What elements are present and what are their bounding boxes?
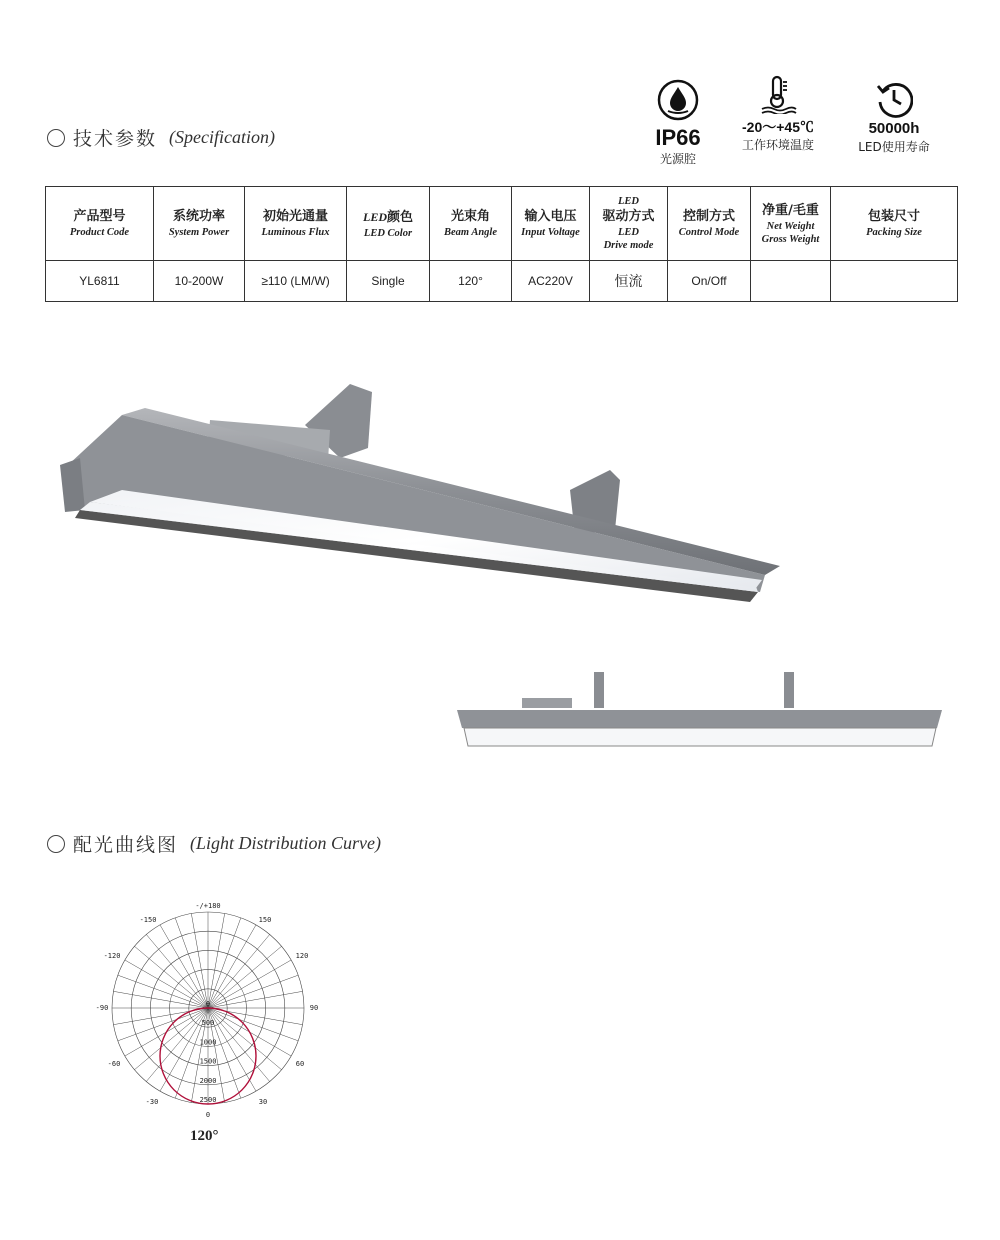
life-badge [846, 80, 942, 155]
header-weight: 净重/毛重 Net Weight Gross Weight [751, 187, 831, 261]
temp-range: -20～+45℃ [742, 119, 814, 135]
spec-title-en: (Specification) [169, 127, 275, 147]
angle-label-m30: -30 [145, 1098, 159, 1106]
angle-label-m90: -90 [95, 1004, 109, 1012]
header-system-power: 系统功率 System Power [154, 187, 245, 261]
cell-beam-angle: 120° [430, 261, 512, 302]
curve-section-title [47, 830, 381, 857]
radial-label: 2500 [199, 1096, 217, 1104]
table-header-row [46, 187, 958, 261]
cell-packing-size [831, 261, 958, 302]
water-drop-icon [656, 78, 700, 122]
angle-label-p120: 120 [295, 952, 309, 960]
radial-label: 0 [205, 1000, 211, 1008]
header-drive-mode: LED 驱动方式 LED Drive mode [590, 187, 668, 261]
cell-drive-mode: 恒流 [590, 261, 668, 302]
thermometer-icon [758, 74, 798, 114]
angle-label-p90: 90 [309, 1004, 319, 1012]
angle-label-p150: 150 [258, 916, 272, 924]
temp-badge [730, 74, 826, 153]
angle-label-m60: -60 [107, 1060, 121, 1068]
header-product-code: 产品型号 Product Code [46, 187, 154, 261]
light-distribution-chart [90, 898, 330, 1130]
spec-title-zh: 技术参数 [73, 128, 158, 150]
cell-system-power: 10-200W [154, 261, 245, 302]
ip-badge [640, 78, 716, 167]
angle-label-0: 0 [205, 1111, 211, 1119]
header-led-color: LED颜色 LED Color [347, 187, 430, 261]
radial-label: 2000 [199, 1076, 217, 1085]
angle-label-p60: 60 [295, 1060, 305, 1068]
angle-label-p30: 30 [258, 1098, 268, 1106]
cell-weight [751, 261, 831, 302]
cell-control-mode: On/Off [668, 261, 751, 302]
angle-label-180: -/+180 [195, 902, 221, 910]
ip-sub: 光源腔 [659, 152, 696, 166]
header-control-mode: 控制方式 Control Mode [668, 187, 751, 261]
cell-led-color: Single [347, 261, 430, 302]
temp-sub: 工作环境温度 [741, 138, 814, 152]
cell-product-code: YL6811 [46, 261, 154, 302]
product-image-small [452, 668, 947, 753]
beam-angle-caption: 120° [190, 1128, 219, 1144]
angle-label-m150: -150 [139, 916, 157, 924]
spec-section-title [47, 124, 275, 151]
table-row [46, 261, 958, 302]
cell-luminous-flux: ≥110 (LM/W) [245, 261, 347, 302]
circle-bullet-icon [47, 129, 65, 147]
radial-label: 1500 [199, 1057, 217, 1066]
life-hours: 50000h [868, 120, 920, 137]
curve-title-zh: 配光曲线图 [73, 834, 179, 856]
header-luminous-flux: 初始光通量 Luminous Flux [245, 187, 347, 261]
header-packing-size: 包装尺寸 Packing Size [831, 187, 958, 261]
radial-label: 1000 [199, 1038, 217, 1047]
life-sub: LED使用寿命 [858, 140, 930, 154]
cell-input-voltage: AC220V [512, 261, 590, 302]
header-input-voltage: 输入电压 Input Voltage [512, 187, 590, 261]
angle-label-m120: -120 [103, 952, 121, 960]
header-beam-angle: 光束角 Beam Angle [430, 187, 512, 261]
spec-table [45, 186, 958, 302]
clock-icon [875, 80, 913, 118]
radial-label: 500 [201, 1019, 215, 1028]
ip-rating: IP66 [655, 125, 701, 150]
circle-bullet-icon [47, 835, 65, 853]
product-image-large [50, 370, 810, 640]
curve-title-en: (Light Distribution Curve) [190, 833, 382, 853]
